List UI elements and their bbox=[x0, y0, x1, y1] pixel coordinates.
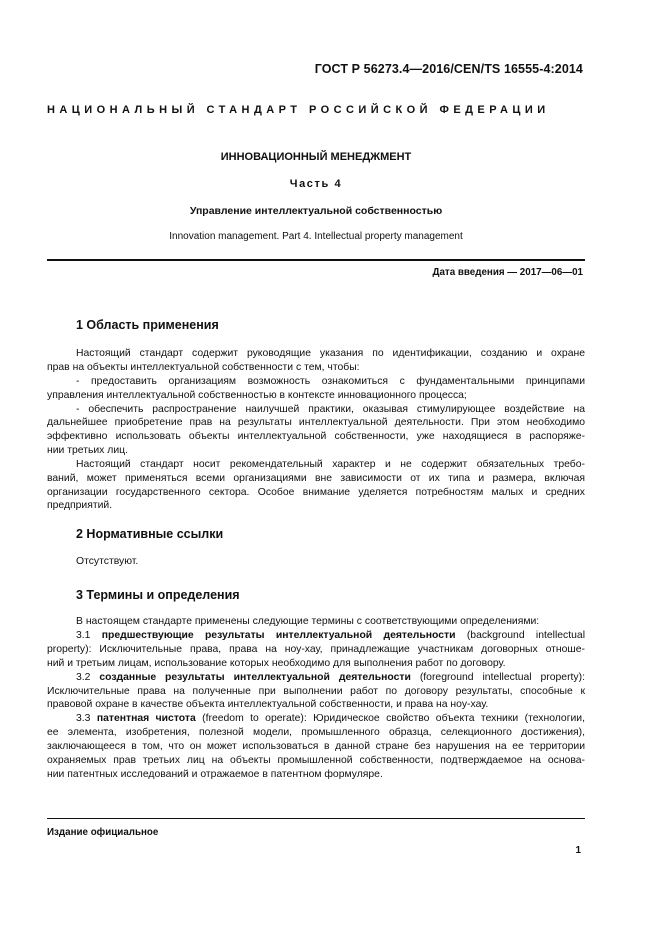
footer-divider bbox=[47, 818, 585, 819]
document-code: ГОСТ Р 56273.4—2016/CEN/TS 16555-4:2014 bbox=[314, 62, 583, 76]
term-3-1-name: предшествующие результаты интеллектуальной деятельности bbox=[101, 630, 456, 641]
standard-subtitle: Управление интеллектуальной собственностью bbox=[189, 205, 443, 217]
term-3-1-line: ний и третьим лицам, использование которых необходимо для выполнения работ по договору. bbox=[47, 658, 506, 669]
term-3-2-name: созданные результаты интеллектуальной деятельности bbox=[99, 672, 411, 683]
section-1-line: предприятий. bbox=[47, 500, 113, 511]
term-3-3-line: ее элемента, изобретения, полезной модели, промышленного образца, селекционного достижения), bbox=[47, 727, 585, 738]
header-divider bbox=[47, 259, 585, 261]
section-1-line: Настоящий стандарт содержит руководящие указания по идентификации, созданию и охране bbox=[76, 348, 585, 359]
term-3-3-name: патентная чистота bbox=[96, 713, 196, 724]
section-1-line: нии третьих лиц. bbox=[47, 445, 128, 456]
section-1-line: управления интеллектуальной собственностью в контексте инновационного процесса; bbox=[47, 390, 467, 401]
section-2-heading: 2 Нормативные ссылки bbox=[76, 527, 224, 541]
introduction-date: Дата введения — 2017—06—01 bbox=[432, 267, 583, 278]
term-3-3-line: охраняемых прав третьих лиц на объекты промышленной собственности, подтверждаемое на основа- bbox=[47, 755, 585, 766]
standard-english-title: Innovation management. Part 4. Intellectual property management bbox=[169, 231, 463, 242]
term-3-1-line: property): Исключительные права, права на ноу-хау, принадлежащие участникам договорных отноше- bbox=[47, 644, 585, 655]
page-number: 1 bbox=[575, 845, 581, 856]
section-1-line: дальнейшее приобретение прав на результаты интеллектуальной деятельности. При этом необходимо bbox=[47, 417, 585, 428]
section-3-intro: В настоящем стандарте применены следующие термины с соответствующими определениями: bbox=[76, 616, 540, 627]
standard-title: ИННОВАЦИОННЫЙ МЕНЕДЖМЕНТ bbox=[220, 151, 412, 163]
term-3-3-line: заключающееся в том, что он может использоваться в данной стране без нарушения на ее территории bbox=[47, 741, 585, 752]
edition-label: Издание официальное bbox=[47, 827, 159, 838]
section-1-line: организации государственного сектора. Особое внимание уделяется потребностям малых и средних bbox=[47, 487, 585, 498]
section-1-line: ваний, может применяться всеми организациями вне зависимости от их типа и размера, включая bbox=[47, 473, 585, 484]
term-3-2-line: Исключительные права на полученные при выполнении работ по договору результаты, способные к bbox=[47, 686, 585, 697]
term-3-2-line: 3.2 созданные результаты интеллектуальной деятельности (foreground intellectual property): bbox=[76, 672, 585, 683]
section-1-line: - предоставить организациям возможность ознакомиться с фундаментальными принципами bbox=[76, 376, 585, 387]
section-2-text: Отсутствуют. bbox=[76, 556, 139, 567]
term-3-2-line: правовой охране в качестве объекта интеллектуальной собственности, и права на ноу-хау. bbox=[47, 699, 489, 710]
term-3-3-line: нии патентных исследований и отражаемое в патентном формуляре. bbox=[47, 769, 383, 780]
term-3-3-line: 3.3 патентная чистота (freedom to operate): Юридическое свойство объекта техники (технологии, bbox=[76, 713, 585, 724]
standard-part: Часть 4 bbox=[289, 178, 343, 190]
national-standard-banner: НАЦИОНАЛЬНЫЙ СТАНДАРТ РОССИЙСКОЙ ФЕДЕРАЦИИ bbox=[47, 104, 550, 116]
section-1-line: эффективно использовать объекты интеллектуальной собственности, уже находящиеся в распоряже- bbox=[47, 431, 585, 442]
section-1-line: прав на объекты интеллектуальной собственности с тем, чтобы: bbox=[47, 362, 360, 373]
section-1-heading: 1 Область применения bbox=[76, 318, 219, 332]
section-3-heading: 3 Термины и определения bbox=[76, 588, 240, 602]
section-1-line: Настоящий стандарт носит рекомендательный характер и не содержит обязательных требо- bbox=[76, 459, 585, 470]
section-1-line: - обеспечить распространение наилучшей практики, оказывая стимулирующее воздействие на bbox=[76, 404, 585, 415]
term-3-1-line: 3.1 предшествующие результаты интеллектуальной деятельности (background intellectual bbox=[76, 630, 586, 641]
